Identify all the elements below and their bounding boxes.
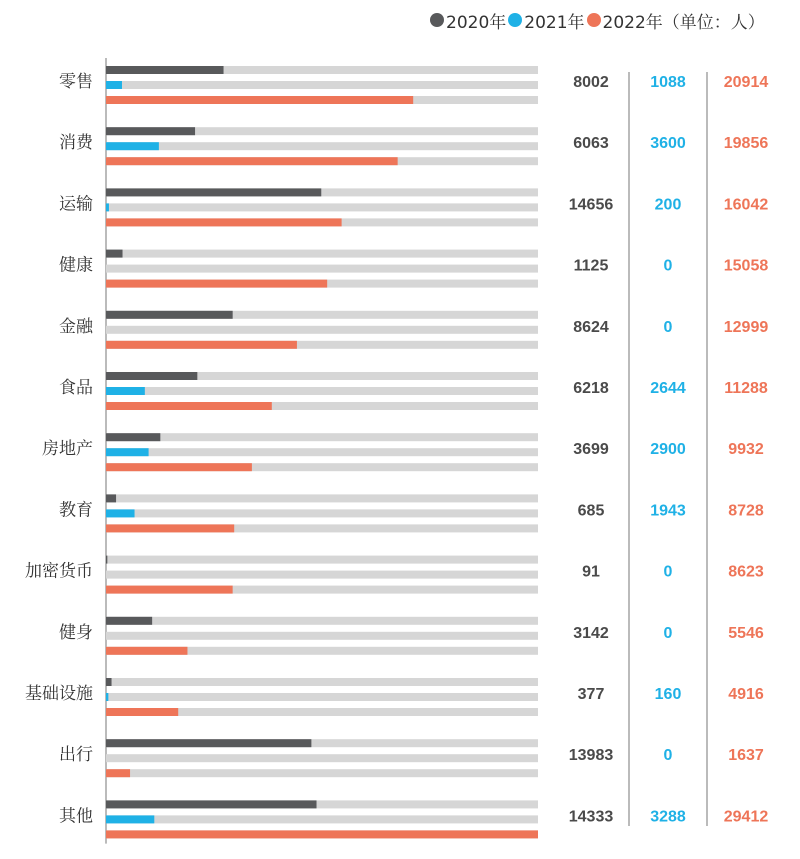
value-label: 91	[582, 563, 600, 581]
bar-2022年-教育	[106, 524, 234, 532]
value-label: 12999	[723, 318, 769, 336]
value-label: 3142	[573, 624, 609, 642]
bar-track	[106, 617, 538, 625]
bar-track	[106, 556, 538, 564]
bar-2022年-健康	[106, 280, 327, 288]
bar-2020年-食品	[106, 372, 197, 380]
category-label: 出行	[59, 745, 93, 766]
bar-2020年-基础设施	[106, 678, 112, 686]
value-label: 1943	[650, 502, 686, 520]
value-label: 0	[663, 563, 673, 581]
bar-2020年-零售	[106, 66, 224, 74]
value-label: 3288	[650, 808, 686, 826]
legend-unit-note: （单位：人）	[662, 12, 765, 33]
value-label: 16042	[723, 196, 769, 214]
bar-2020年-加密货币	[106, 556, 107, 564]
category-label: 健康	[59, 255, 93, 276]
value-label: 19856	[723, 135, 769, 153]
category-label: 消费	[59, 133, 93, 154]
bar-2022年-基础设施	[106, 708, 178, 716]
bar-track	[106, 265, 538, 273]
bar-track	[106, 433, 538, 441]
bar-2021年-零售	[106, 81, 122, 89]
bar-track	[106, 142, 538, 150]
value-label: 15058	[723, 257, 769, 275]
bar-track	[106, 326, 538, 334]
bar-track	[106, 509, 538, 517]
value-label: 3600	[650, 135, 686, 153]
value-label: 0	[663, 318, 673, 336]
bar-2020年-消费	[106, 127, 195, 135]
value-label: 29412	[723, 808, 769, 826]
bar-2022年-金融	[106, 341, 297, 349]
value-label: 1088	[650, 74, 686, 91]
value-label: 6063	[573, 135, 609, 153]
value-label: 4916	[728, 686, 764, 703]
bar-2022年-房地产	[106, 463, 252, 471]
bar-2022年-出行	[106, 769, 130, 777]
bar-2020年-其他	[106, 800, 317, 808]
value-label: 14333	[568, 808, 614, 826]
category-label: 基础设施	[25, 684, 93, 704]
bar-2021年-食品	[106, 387, 145, 395]
legend-label-2022: 2022年	[602, 12, 663, 33]
category-label: 其他	[59, 806, 93, 827]
bar-2020年-房地产	[106, 433, 160, 441]
value-label: 20914	[723, 74, 769, 91]
value-label: 11288	[724, 380, 768, 397]
bar-2020年-金融	[106, 311, 233, 319]
bar-track	[106, 81, 538, 89]
value-label: 3699	[573, 441, 609, 459]
bar-2022年-消费	[106, 157, 398, 165]
value-label: 9932	[728, 441, 764, 459]
bar-track	[106, 754, 538, 762]
value-label: 6218	[573, 380, 609, 397]
bar-2021年-基础设施	[106, 693, 108, 701]
bar-2021年-其他	[106, 815, 154, 823]
value-label: 200	[654, 196, 682, 214]
bar-2021年-房地产	[106, 448, 149, 456]
bar-2020年-健身	[106, 617, 152, 625]
category-label: 健身	[59, 622, 93, 643]
value-label: 14656	[568, 196, 614, 214]
value-label: 685	[577, 502, 605, 520]
value-label: 0	[663, 624, 673, 642]
legend-label-2020: 2020年	[446, 12, 507, 33]
bar-2021年-消费	[106, 142, 159, 150]
bar-2020年-运输	[106, 188, 321, 196]
bar-track	[106, 448, 538, 456]
legend-label-2021: 2021年	[524, 12, 585, 33]
category-label: 零售	[59, 72, 93, 92]
value-label: 5546	[728, 624, 764, 642]
category-label: 加密货币	[25, 561, 93, 582]
category-label: 房地产	[42, 439, 93, 460]
category-label: 食品	[59, 378, 93, 398]
bar-track	[106, 769, 538, 777]
value-label: 377	[577, 686, 605, 703]
value-label: 0	[663, 257, 673, 275]
bar-2022年-其他	[106, 830, 538, 838]
bar-track	[106, 203, 538, 211]
bar-2021年-教育	[106, 509, 135, 517]
bar-2022年-健身	[106, 647, 187, 655]
bar-2022年-运输	[106, 218, 342, 226]
bar-track	[106, 387, 538, 395]
bar-track	[106, 815, 538, 823]
bar-2022年-加密货币	[106, 586, 233, 594]
value-label: 0	[663, 747, 673, 765]
value-label: 8624	[573, 318, 609, 336]
value-label: 8623	[728, 563, 764, 581]
category-label: 教育	[59, 500, 93, 521]
category-label: 运输	[59, 194, 93, 215]
bar-track	[106, 571, 538, 579]
value-label: 160	[654, 686, 682, 703]
bar-track	[106, 632, 538, 640]
category-label: 金融	[59, 316, 93, 337]
bar-2022年-零售	[106, 96, 413, 104]
value-label: 8728	[728, 502, 764, 520]
value-label: 13983	[568, 747, 614, 765]
bar-track	[106, 494, 538, 502]
bar-track	[106, 693, 538, 701]
bar-track	[106, 250, 538, 258]
bar-track	[106, 678, 538, 686]
bar-2020年-健康	[106, 250, 123, 258]
value-label: 1125	[573, 257, 609, 275]
bar-2022年-食品	[106, 402, 272, 410]
bar-2020年-出行	[106, 739, 311, 747]
bar-2020年-教育	[106, 494, 116, 502]
value-label: 2900	[650, 441, 686, 459]
bar-2021年-运输	[106, 203, 109, 211]
value-label: 1637	[728, 747, 764, 765]
value-label: 8002	[573, 74, 609, 91]
value-label: 2644	[650, 380, 686, 397]
